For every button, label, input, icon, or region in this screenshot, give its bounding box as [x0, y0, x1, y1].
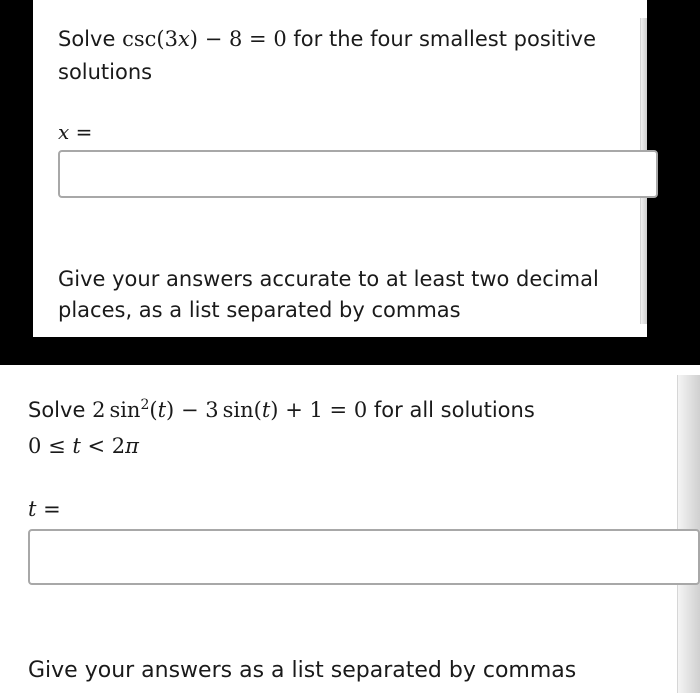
instruction-1: for the four smallest positive solutions: [58, 27, 597, 84]
question-1-text: [58, 23, 643, 89]
variable-t: t: [72, 434, 81, 458]
variable-t: t: [261, 398, 271, 422]
answer-hint-1: Give your answers accurate to at least two decimal places, as a list separated by commas: [58, 267, 599, 322]
constant-one: 1: [309, 398, 323, 422]
paren-open: (: [253, 398, 262, 422]
less-than-sign: <: [87, 434, 106, 458]
domain-low: 0: [28, 434, 42, 458]
question-panel-1: [33, 0, 647, 337]
coefficient: 3: [164, 27, 178, 51]
variable-t: t: [157, 398, 167, 422]
pi-symbol: π: [125, 434, 139, 458]
solve-word: Solve: [28, 398, 86, 422]
domain-constraint: [28, 434, 139, 458]
instruction-2: for all solutions: [373, 398, 535, 422]
less-equal-sign: ≤: [48, 434, 66, 458]
function-sin: sin: [222, 398, 254, 422]
answer-label-2: [28, 497, 61, 521]
paren-close: ): [189, 27, 198, 51]
minus-sign: −: [180, 398, 199, 422]
answer-input-t[interactable]: [28, 529, 700, 585]
plus-sign: +: [285, 398, 303, 422]
paren-close: ): [270, 398, 279, 422]
answer-equals: =: [43, 497, 61, 521]
solve-word: Solve: [58, 27, 116, 51]
zero: 0: [273, 27, 287, 51]
question-panel-2: [0, 365, 700, 700]
variable-x: x: [177, 27, 190, 51]
constant: 8: [228, 27, 243, 51]
function-csc: csc: [122, 27, 157, 51]
answer-hint-2: Give your answers as a list separated by commas: [28, 658, 577, 683]
exponent: 2: [140, 397, 150, 413]
answer-input-x[interactable]: [58, 150, 658, 198]
function-sin: sin: [109, 398, 141, 422]
answer-variable-x: x: [58, 120, 70, 144]
equals-sign: =: [329, 398, 348, 422]
coefficient-3: 3: [205, 398, 219, 422]
equals-sign: =: [249, 27, 267, 51]
answer-equals: =: [75, 120, 93, 144]
equation-2: [92, 398, 367, 422]
answer-label-1: [58, 120, 92, 144]
paren-open: (: [156, 27, 165, 51]
answer-variable-t: t: [28, 497, 37, 521]
domain-upper-coef: 2: [111, 434, 126, 458]
coefficient-2: 2: [92, 398, 106, 422]
question-2-text: [28, 387, 678, 464]
paren-open: (: [149, 398, 158, 422]
minus-sign: −: [204, 27, 223, 51]
zero: 0: [353, 398, 368, 422]
paren-close: ): [166, 398, 175, 422]
equation-1: [122, 27, 287, 51]
